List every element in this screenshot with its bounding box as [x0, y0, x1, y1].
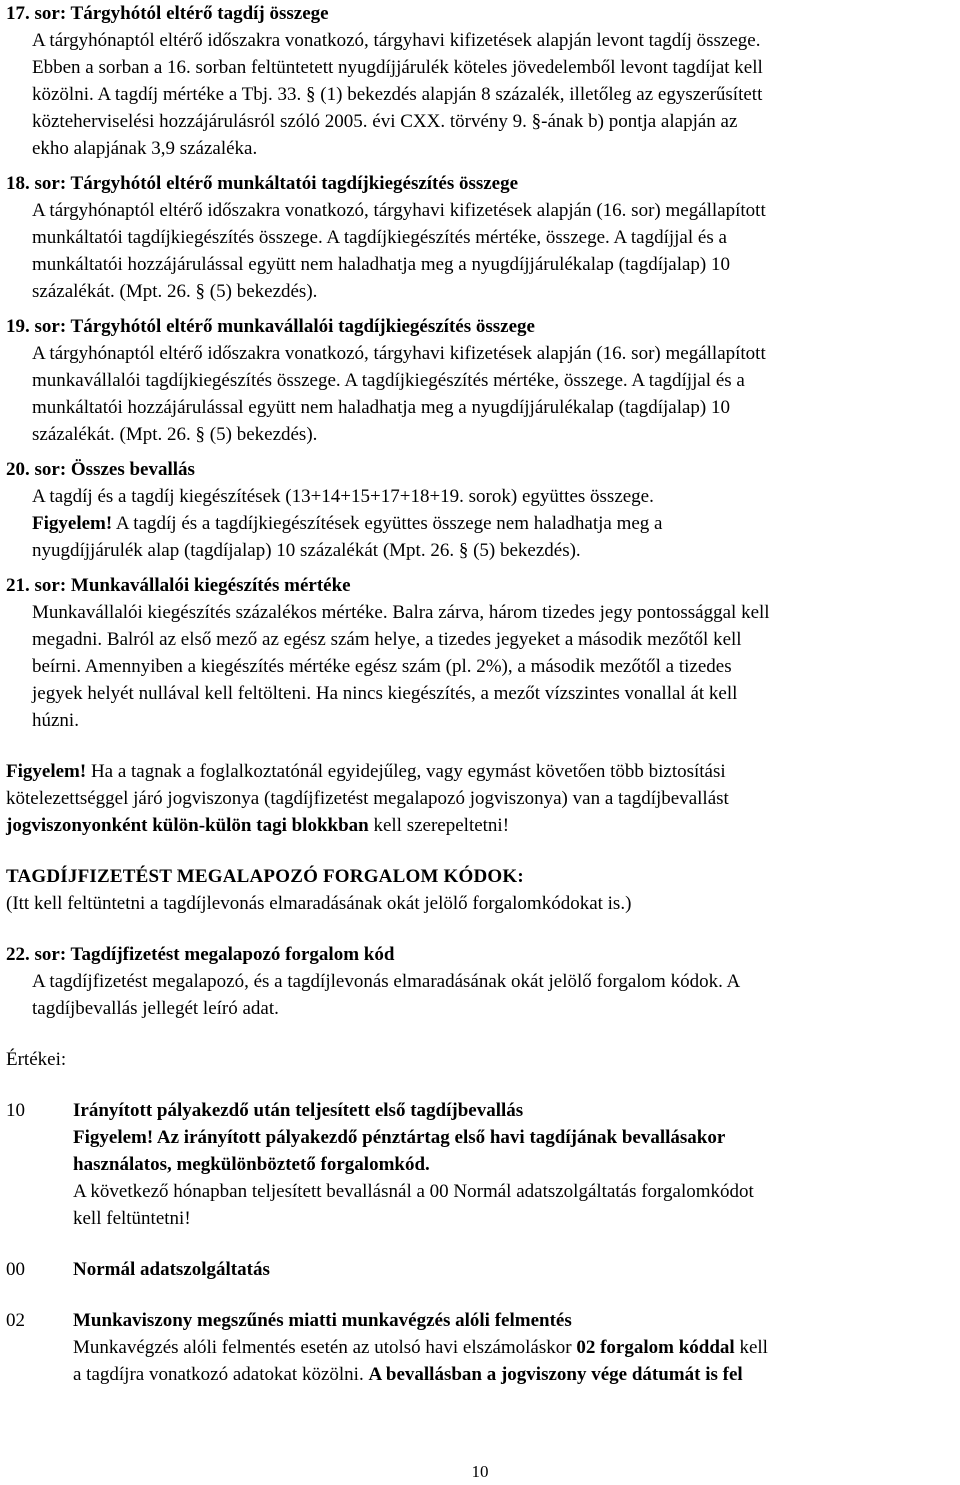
- text-line: százalékát. (Mpt. 26. § (5) bekezdés).: [32, 424, 318, 445]
- text-line: közölni. A tagdíj mértéke a Tbj. 33. § (1) bekezdés alapján 8 százalék, illetőleg az egyszerűsített: [32, 84, 763, 105]
- text-line: közteherviselési hozzájárulásról szóló 2005. évi CXX. törvény 9. §-ának b) pontja alapján az: [32, 111, 738, 132]
- text-line: jegyek helyét nullával kell feltölteni. Ha nincs kiegészítés, a mezőt vízszintes vonallal át kell: [32, 683, 738, 704]
- emphasis-text: jogviszonyonként külön-külön tagi blokkban: [6, 815, 369, 836]
- text-line: munkáltatói hozzájárulással együtt nem haladhatja meg a nyugdíjjárulékalap (tagdíjalap) 10: [32, 397, 730, 418]
- section-title: 20. sor: Összes bevallás: [6, 459, 195, 480]
- code-value: 10: [6, 1100, 25, 1121]
- text-line: tagdíjbevallás jellegét leíró adat.: [32, 998, 279, 1019]
- code-description: [73, 1097, 956, 1232]
- code-value: 02: [6, 1310, 25, 1331]
- code-title: Munkaviszony megszűnés miatti munkavégzés alóli felmentés: [73, 1310, 572, 1331]
- text-span: a tagdíjra vonatkozó adatokat közölni.: [73, 1364, 369, 1385]
- text-line: A tagdíjfizetést megalapozó, és a tagdíjlevonás elmaradásának okát jelölő forgalom kódok. A: [32, 971, 741, 992]
- section-row-21: [6, 572, 956, 734]
- document-page: [6, 0, 956, 1388]
- warning-label: Figyelem!: [6, 761, 87, 782]
- text-line: A tárgyhónaptól eltérő időszakra vonatkozó, tárgyhavi kifizetések alapján (16. sor) megállapított: [32, 200, 766, 221]
- section-row-19: [6, 313, 956, 448]
- text-span: A tagdíj és a tagdíjkiegészítések együttes összege nem haladhatja meg a: [112, 513, 663, 534]
- text-line: A tárgyhónaptól eltérő időszakra vonatkozó, tárgyhavi kifizetések alapján (16. sor) megállapított: [32, 343, 766, 364]
- text-line: használatos, megkülönböztető forgalomkód.: [73, 1154, 430, 1175]
- section-body: [32, 27, 956, 162]
- code-entry-10: [6, 1097, 956, 1232]
- text-line: megadni. Balról az első mező az egész szám helye, a tizedes jegyeket a második mezőtől kell: [32, 629, 742, 650]
- emphasis-text: 02 forgalom kóddal: [576, 1337, 735, 1358]
- text-line: Ebben a sorban a 16. sorban feltüntetett nyugdíjjárulék köteles jövedelemből levont tagdíjat kell: [32, 57, 763, 78]
- section-title: 18. sor: Tárgyhótól eltérő munkáltatói tagdíjkiegészítés összege: [6, 173, 519, 194]
- code-title: Irányított pályakezdő után teljesített első tagdíjbevallás: [73, 1100, 524, 1121]
- section-row-18: [6, 170, 956, 305]
- text-line: kötelezettséggel járó jogviszonya (tagdíjfizetést megalapozó jogviszonya) van a tagdíjbevallást: [6, 788, 729, 809]
- text-line: nyugdíjjárulék alap (tagdíjalap) 10 százalékát (Mpt. 26. § (5) bekezdés).: [32, 540, 581, 561]
- text-span: kell szerepeltetni!: [368, 815, 510, 836]
- code-description: [73, 1307, 956, 1388]
- emphasis-text: A bevallásban a jogviszony vége dátumát is fel: [368, 1364, 743, 1385]
- text-line: [6, 812, 956, 839]
- section-body: [32, 197, 956, 305]
- text-span: Ha a tagnak a foglalkoztatónál egyidejűleg, vagy egymást követően több biztosítási: [86, 761, 726, 782]
- code-description: [73, 1256, 956, 1283]
- text-line: A tárgyhónaptól eltérő időszakra vonatkozó, tárgyhavi kifizetések alapján levont tagdíj összege.: [32, 30, 761, 51]
- warning-note: [6, 758, 956, 839]
- text-line: Figyelem! Az irányított pályakezdő pénztártag első havi tagdíjának bevallásakor: [73, 1127, 726, 1148]
- text-line: [73, 1361, 956, 1388]
- text-line: [6, 758, 956, 785]
- section-title: 22. sor: Tagdíjfizetést megalapozó forgalom kód: [6, 944, 395, 965]
- text-line: százalékát. (Mpt. 26. § (5) bekezdés).: [32, 281, 318, 302]
- text-line: A tagdíj és a tagdíj kiegészítések (13+14+15+17+18+19. sorok) együttes összege.: [32, 486, 654, 507]
- section-row-22: [6, 941, 956, 1022]
- section-body: [32, 340, 956, 448]
- section-row-20: [6, 456, 956, 564]
- codes-heading-block: [6, 863, 956, 917]
- section-body: [32, 599, 956, 734]
- codes-heading: TAGDÍJFIZETÉST MEGALAPOZÓ FORGALOM KÓDOK:: [6, 866, 524, 887]
- code-value: 00: [6, 1259, 25, 1280]
- text-line: [73, 1334, 956, 1361]
- text-line: [32, 510, 956, 537]
- code-title: Normál adatszolgáltatás: [73, 1259, 270, 1280]
- text-line: húzni.: [32, 710, 79, 731]
- codes-subheading: (Itt kell feltüntetni a tagdíjlevonás elmaradásának okát jelölő forgalomkódokat is.): [6, 893, 632, 914]
- section-row-17: [6, 0, 956, 162]
- code-entry-00: [6, 1256, 956, 1283]
- text-line: ekho alapjának 3,9 százaléka.: [32, 138, 258, 159]
- values-label: Értékei:: [6, 1049, 67, 1070]
- text-line: beírni. Amennyiben a kiegészítés mértéke egész szám (pl. 2%), a második mezőtől a tizedes: [32, 656, 732, 677]
- section-body: [32, 968, 956, 1022]
- section-body: [32, 483, 956, 564]
- text-line: munkáltatói hozzájárulással együtt nem haladhatja meg a nyugdíjjárulékalap (tagdíjalap) 10: [32, 254, 730, 275]
- text-line: kell feltüntetni!: [73, 1208, 191, 1229]
- text-line: Munkavállalói kiegészítés százalékos mértéke. Balra zárva, három tizedes jegy pontossággal kell: [32, 602, 770, 623]
- text-line: A következő hónapban teljesített bevallásnál a 00 Normál adatszolgáltatás forgalomkódot: [73, 1181, 754, 1202]
- text-span: Munkavégzés alóli felmentés esetén az utolsó havi elszámoláskor: [73, 1337, 577, 1358]
- page-number: 10: [471, 1462, 489, 1481]
- warning-label: Figyelem!: [32, 513, 113, 534]
- section-title: 19. sor: Tárgyhótól eltérő munkavállalói tagdíjkiegészítés összege: [6, 316, 535, 337]
- text-line: munkáltatói tagdíjkiegészítés összege. A tagdíjkiegészítés mértéke, összege. A tagdíjjal és a: [32, 227, 727, 248]
- text-line: munkavállalói tagdíjkiegészítés összege. A tagdíjkiegészítés mértéke, összege. A tagdíjjal és a: [32, 370, 745, 391]
- section-title: 21. sor: Munkavállalói kiegészítés mértéke: [6, 575, 351, 596]
- code-entry-02: [6, 1307, 956, 1388]
- text-span: kell: [734, 1337, 768, 1358]
- section-title: 17. sor: Tárgyhótól eltérő tagdíj összege: [6, 3, 329, 24]
